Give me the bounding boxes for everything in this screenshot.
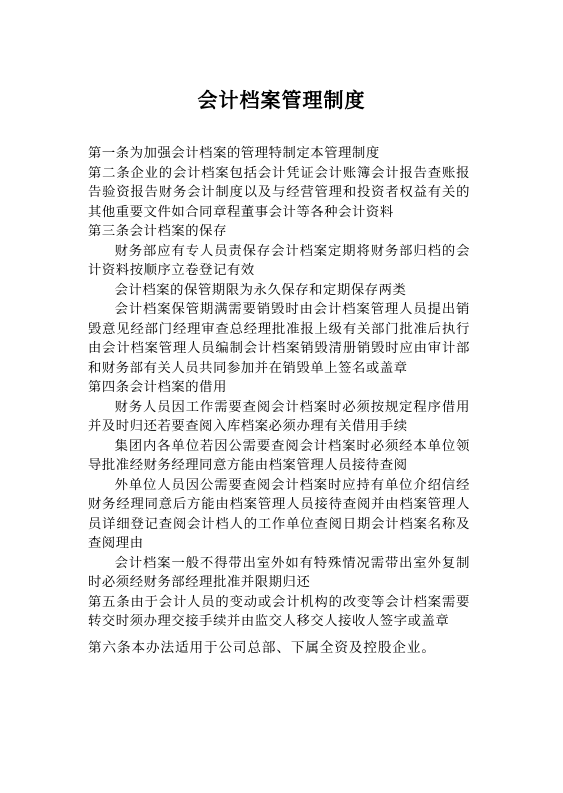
article-3-paragraph: 会计档案的保管期限为永久保存和定期保存两类 xyxy=(114,282,407,298)
article-4-paragraph: 财务人员因工作需要查阅会计档案时必须按规定程序借用并及时归还若要查阅入库档案必须办理有关借用手续 xyxy=(88,399,470,434)
article-5: 第五条由于会计人员的变动或会计机构的改变等会计档案需要转交时须办理交接手续并由监交人移交人接收人签字或盖章 xyxy=(88,594,470,629)
article-3-paragraph: 财务部应有专人员责保存会计档案定期将财务部归档的会计资料按顺序立卷登记有效 xyxy=(88,243,470,278)
document-body xyxy=(88,144,470,658)
article-4-paragraph: 集团内各单位若因公需要查阅会计档案时必须经本单位领导批准经财务经理同意方能由档案管理人员接待查阅 xyxy=(88,438,470,473)
article-6: 第六条本办法适用于公司总部、下属全资及控股企业。 xyxy=(88,639,436,656)
article-2: 第二条企业的会计档案包括会计凭证会计账簿会计报告查账报告验资报告财务会计制度以及与经营管理和投资者权益有关的其他重要文件如合同章程董事会计等各种会计资料 xyxy=(88,165,470,220)
article-1: 第一条为加强会计档案的管理特制定本管理制度 xyxy=(88,146,380,161)
article-3-paragraph: 会计档案保管期满需要销毁时由会计档案管理人员提出销毁意见经部门经理审查总经理批准报上级有关部门批准后执行由会计档案管理人员编制会计档案销毁清册销毁时应由审计部和财务部有关人员共同参加并在销毁单上签名或盖章 xyxy=(88,302,470,376)
article-3-heading: 第三条会计档案的保存 xyxy=(88,224,227,239)
article-4-heading: 第四条会计档案的借用 xyxy=(88,380,227,395)
article-4-paragraph: 会计档案一般不得带出室外如有特殊情况需带出室外复制时必须经财务部经理批准并限期归还 xyxy=(88,555,470,590)
article-4-paragraph: 外单位人员因公需要查阅会计档案时应持有单位介绍信经财务经理同意后方能由档案管理人员接待查阅并由档案管理人员详细登记查阅会计档人的工作单位查阅日期会计档案名称及查阅理由 xyxy=(88,477,470,551)
document-title: 会计档案管理制度 xyxy=(197,88,366,112)
